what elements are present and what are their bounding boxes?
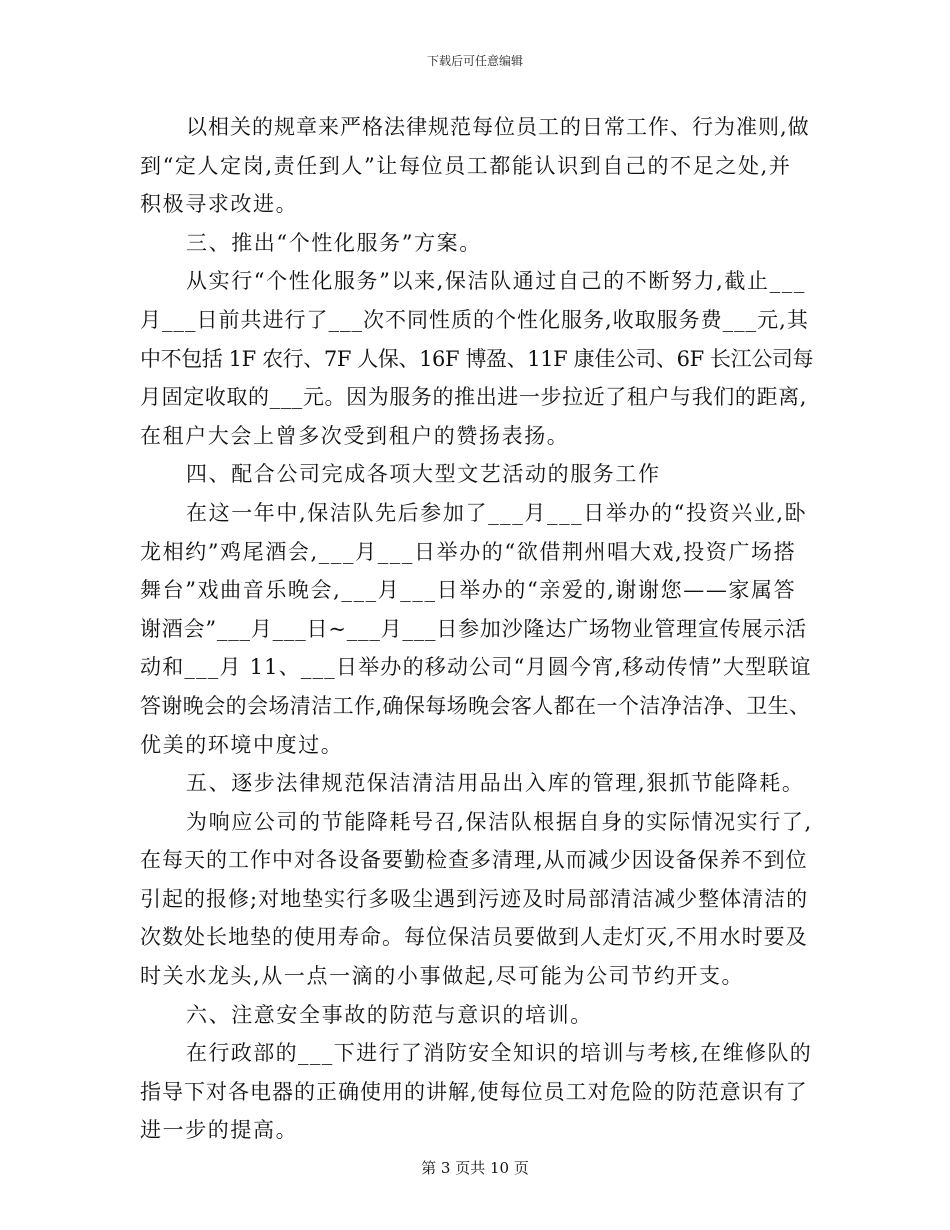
paragraph-line: 积极寻求改进。	[140, 192, 299, 217]
paragraph-line: 月固定收取的___元。因为服务的推出进一步拉近了租户与我们的距离,	[140, 385, 807, 410]
paragraph-line: 时关水龙头,从一点一滴的小事做起,尽可能为公司节约开支。	[140, 964, 745, 989]
paragraph-line: 次数处长地垫的使用寿命。每位保洁员要做到人走灯灭,不用水时要及	[140, 925, 808, 950]
paragraph-line: 在每天的工作中对各设备要勤检查多清理,从而减少因设备保养不到位	[140, 848, 808, 873]
section-heading-5: 五、逐步法律规范保洁清洁用品出入库的管理,狠抓节能降耗。	[186, 771, 805, 796]
page-header-note: 下载后可任意编辑	[426, 54, 523, 68]
paragraph-line: 中不包括 1F 农行、7F 人保、16F 博盈、11F 康佳公司、6F 长江公司每	[140, 346, 814, 371]
paragraph-line: 进一步的提高。	[140, 1118, 299, 1143]
page-number: 第 3 页共 10 页	[421, 1159, 529, 1177]
paragraph-line: 优美的环境中度过。	[140, 732, 344, 757]
paragraph-line: 龙相约”鸡尾酒会,___月___日举办的“欲借荆州唱大戏,投资广场搭	[140, 539, 797, 564]
paragraph-line: 在这一年中,保洁队先后参加了___月___日举办的“投资兴业,卧	[186, 500, 808, 525]
paragraph-line: 在租户大会上曾多次受到租户的赞扬表扬。	[140, 423, 570, 448]
section-heading-4: 四、配合公司完成各项大型文艺活动的服务工作	[186, 462, 661, 487]
paragraph-line: 到“定人定岗,责任到人”让每位员工都能认识到自己的不足之处,并	[140, 153, 792, 178]
paragraph-line: 月___日前共进行了___次不同性质的个性化服务,收取服务费___元,其	[140, 307, 809, 332]
paragraph-line: 在行政部的___下进行了消防安全知识的培训与考核,在维修队的	[186, 1041, 813, 1066]
paragraph-line: 答谢晚会的会场清洁工作,确保每场晚会客人都在一个洁净洁净、卫生、	[140, 693, 811, 718]
section-heading-6: 六、注意安全事故的防范与意识的培训。	[186, 1002, 593, 1027]
paragraph-line: 引起的报修;对地垫实行多吸尘遇到污迹及时局部清洁减少整体清洁的	[140, 886, 809, 911]
section-heading-3: 三、推出“个性化服务”方案。	[186, 230, 482, 255]
paragraph-line: 动和___月 11、___日举办的移动公司“月圆今宵,移动传情”大型联谊	[140, 655, 812, 680]
paragraph-line: 为响应公司的节能降耗号召,保洁队根据自身的实际情况实行了,	[186, 809, 813, 834]
paragraph-line: 从实行“个性化服务”以来,保洁队通过自己的不断努力,截止___	[186, 269, 806, 294]
paragraph-line: 舞台”戏曲音乐晚会,___月___日举办的“亲爱的,谢谢您——家属答	[140, 578, 797, 603]
paragraph-line: 以相关的规章来严格法律规范每位员工的日常工作、行为准则,做	[186, 115, 810, 139]
paragraph-line: 指导下对各电器的正确使用的讲解,使每位员工对危险的防范意识有了	[140, 1079, 808, 1104]
document-body	[140, 108, 812, 1150]
paragraph-line: 谢酒会”___月___日~___月___日参加沙隆达广场物业管理宣传展示活	[140, 616, 807, 641]
